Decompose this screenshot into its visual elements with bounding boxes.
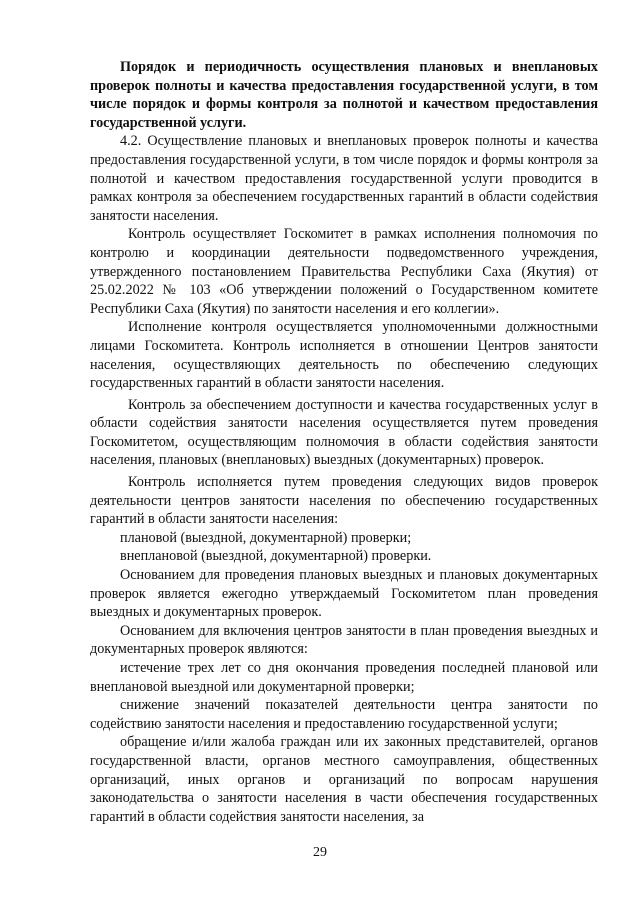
list-item: внеплановой (выездной, документарной) проверки.: [120, 548, 432, 565]
paragraph: Контроль исполняется путем проведения следующих видов проверок деятельности центров занятости населения по обеспечению государственных гарантий в области занятости населения:: [90, 474, 598, 528]
paragraph: Исполнение контроля осуществляется уполномоченными должностными лицами Госкомитета. Контроль исполняется в отношении Центров занятости населения, осуществляющих деятельность по обеспечению следующих государственных гарантий в области занятости населения.: [90, 319, 598, 392]
section-heading: Порядок и периодичность осуществления плановых и внеплановых проверок полноты и качества предоставления государственной услуги, в том числе порядок и формы контроля за полнотой и качеством предоставления государственной услуги.: [90, 59, 598, 131]
paragraph: Основанием для включения центров занятости в план проведения выездных и документарных проверок являются:: [90, 622, 598, 658]
list-item: снижение значений показателей деятельности центра занятости по содействию занятости населения и предоставлению государственной услуги;: [90, 697, 598, 732]
paragraph: 4.2. Осуществление плановых и внеплановых проверок полноты и качества предоставления государственной услуги, в том числе порядок и формы контроля за полнотой и качеством предоставления государственной услуги проводится в рамках контроля за обеспечением государственных гарантий в области содействия занятости населения.: [90, 133, 598, 224]
list-item: истечение трех лет со дня окончания проведения последней плановой или внеплановой выездной или документарной проверки;: [90, 660, 598, 695]
paragraph: Основанием для проведения плановых выездных и плановых документарных проверок является ежегодно утверждаемый Госкомитетом план проведения выездных и документарных проверок.: [90, 567, 598, 621]
document-page: [90, 58, 598, 826]
page-number: 29: [313, 845, 327, 860]
list-item: плановой (выездной, документарной) проверки;: [120, 529, 412, 546]
paragraph: Контроль за обеспечением доступности и качества государственных услуг в области содействия занятости населения осуществляется путем проведения Госкомитетом, осуществляющим полномочия в области содействия занятости населения, плановых (внеплановых) выездных (документарных) проверок.: [90, 396, 598, 469]
list-item: обращение и/или жалоба граждан или их законных представителей, органов государственной власти, органов местного самоуправления, общественных организаций, иных органов и организаций по вопросам нарушения законодательства о занятости населения в части обеспечения государственных гарантий в области содействия занятости населения, за: [90, 734, 598, 825]
paragraph: Контроль осуществляет Госкомитет в рамках исполнения полномочия по контролю и координации деятельности подведомственного учреждения, утвержденного постановлением Правительства Республики Саха (Якутия) от 25.02.2022 № 103 «Об утверждении положений о Государственном комитете Республики Саха (Якутия) по занятости населения и его коллегии».: [90, 226, 598, 317]
